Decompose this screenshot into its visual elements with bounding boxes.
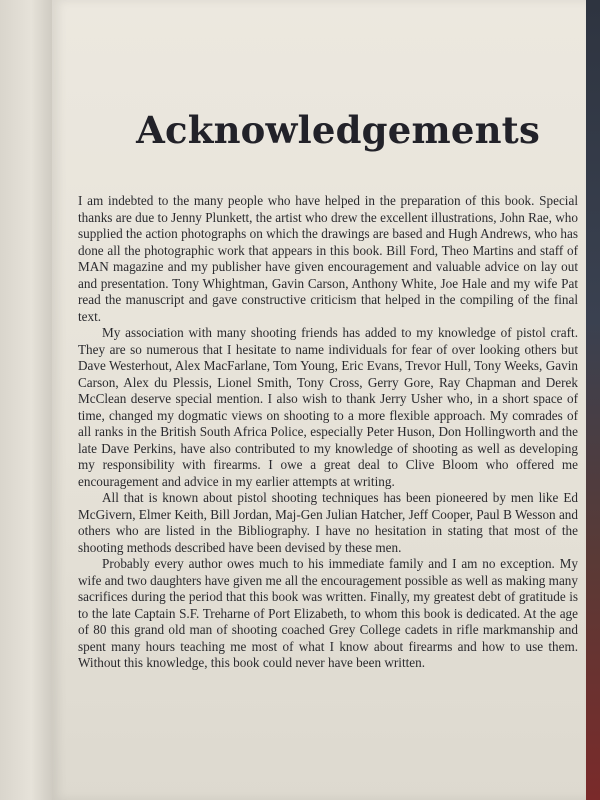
paragraph-2: My association with many shooting friends has added to my knowledge of pistol craft. They are so numerous that I hesitate to name individuals for fear of over looking others but Dave Westerhout, Alex MacFarlane, Tom Young, Eric Evans, Trevor Hull, Tony Weeks, Gavin Carson, Alex du Plessis, Lionel Smith, Tony Cross, Gerry Gore, Ray Chapman and Derek McClean deserve special mention. I also wish to thank Jerry Usher who, in a short space of time, changed my dogmatic views on shooting to a more flexible approach. My comrades of all ranks in the British South Africa Police, especially Peter Huson, Don Hollingworth and the late Dave Perkins, have also contributed to my knowledge of shooting as well as developing my responsibility with firearms. I owe a great deal to Clive Bloom who offered me encouragement and advice in my earlier attempts at writing.	[78, 325, 578, 489]
background-edge	[586, 0, 600, 800]
facing-page-edge	[0, 0, 52, 800]
page-title: Acknowledgements	[136, 108, 540, 152]
paragraph-1: I am indebted to the many people who have helped in the preparation of this book. Special thanks are due to Jenny Plunkett, the artist who drew the excellent illustrations, John Rae, who supplied the action photographs on which the drawings are based and Hugh Andrews, who has done all the photographic work that appears in this book. Bill Ford, Theo Martins and staff of MAN magazine and my publisher have given encouragement and valuable advice on lay out and presentation. Tony Whightman, Gavin Carson, Anthony White, Joe Hale and my wife Pat read the manuscript and gave constructive criticism that helped in the compiling of the final text.	[78, 193, 578, 324]
paragraph-4: Probably every author owes much to his immediate family and I am no exception. My wife and two daughters have given me all the encouragement possible as well as making many sacrifices during the period that this book was written. Finally, my greatest debt of gratitude is to the late Captain S.F. Treharne of Port Elizabeth, to whom this book is dedicated. At the age of 80 this grand old man of shooting coached Grey College cadets in rifle markmanship and spent many hours teaching me most of what I know about firearms and how to use them. Without this knowledge, this book could never have been written.	[78, 556, 578, 670]
acknowledgements-body	[78, 193, 578, 672]
paragraph-3: All that is known about pistol shooting techniques has been pioneered by men like Ed McGivern, Elmer Keith, Bill Jordan, Maj-Gen Julian Hatcher, Jeff Cooper, Paul B Wesson and others who are listed in the Bibliography. I have no hesitation in stating that most of the shooting methods described have been devised by these men.	[78, 490, 578, 555]
